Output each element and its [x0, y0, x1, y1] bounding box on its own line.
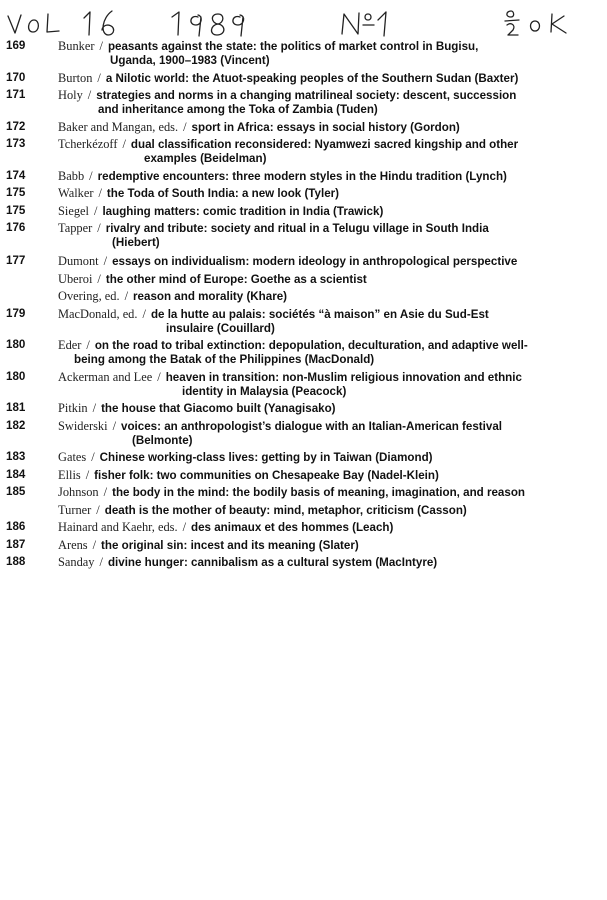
volume-number: 188 [6, 555, 26, 568]
volume-number: 185 [6, 485, 26, 498]
entry-title: redemptive encounters: three modern styles in the Hindu tradition (Lynch) [97, 169, 507, 183]
list-item: 170 Burton / a Nilotic world: the Atuot-speaking peoples of the Southern Sudan (Baxter) [6, 70, 519, 85]
volume-number: 180 [6, 338, 26, 351]
entry-title: fisher folk: two communities on Chesapeake Bay (Nadel-Klein) [94, 468, 439, 482]
list-item: Uberoi / the other mind of Europe: Goethe as a scientist [58, 271, 367, 286]
bibliography-list [6, 39, 601, 573]
entry-title: Chinese working-class lives: getting by in Taiwan (Diamond) [99, 451, 433, 464]
volume-number: 176 [6, 221, 26, 234]
list-item: 176 Tapper / rivalry and tribute: society and ritual in a Telugu village in South India (Hiebert) [6, 221, 601, 250]
entry-author: Eder [58, 338, 82, 352]
volume-number: 180 [6, 369, 26, 383]
volume-number: 175 [6, 203, 26, 217]
volume-number: 186 [6, 520, 26, 533]
entry-author: Tcherkézoff [58, 137, 118, 151]
entry-author: Sanday [58, 555, 95, 569]
list-item: 182 Swiderski / voices: an anthropologist’s dialogue with an Italian-American festival (Belmonte) [6, 419, 601, 448]
entry-author: Burton [58, 70, 93, 85]
volume-number: 171 [6, 88, 26, 101]
entry-title: laughing matters: comic tradition in India (Trawick) [102, 204, 384, 218]
list-item: 185 Johnson / the body in the mind: the bodily basis of meaning, imagination, and reason [6, 485, 525, 499]
entry-title: reason and morality (Khare) [133, 290, 288, 303]
volume-number: 173 [6, 137, 26, 150]
list-item: 181 Pitkin / the house that Giacomo built (Yanagisako) [6, 401, 336, 415]
entry-author: Overing, ed. [58, 289, 120, 303]
volume-number: 184 [6, 467, 26, 481]
volume-number: 179 [6, 306, 26, 320]
handwritten-annotation [0, 6, 607, 40]
entry-title: the house that Giacomo built (Yanagisako) [101, 402, 336, 415]
list-item: 183 Gates / Chinese working-class lives: getting by in Taiwan (Diamond) [6, 450, 433, 464]
entry-author: Bunker [58, 39, 95, 53]
entry-title-continuation: examples (Beidelman) [144, 152, 267, 165]
list-item: 186 Hainard and Kaehr, eds. / des animaux et des hommes (Leach) [6, 520, 394, 534]
entry-title: rivalry and tribute: society and ritual in a Telugu village in South India [105, 222, 489, 235]
entry-title: the body in the mind: the bodily basis of meaning, imagination, and reason [112, 486, 525, 499]
entry-author: Hainard and Kaehr, eds. [58, 520, 178, 534]
list-item: 171 Holy / strategies and norms in a changing matrilineal society: descent, succession and inheritance among the Toka of Zambia (Tuden) [6, 88, 601, 117]
entry-author: Arens [58, 537, 88, 552]
entry-title: essays on individualism: modern ideology in anthropological perspective [112, 255, 518, 268]
volume-number: 174 [6, 168, 26, 182]
volume-number: 175 [6, 186, 26, 199]
entry-title-continuation: being among the Batak of the Philippines (MacDonald) [74, 353, 375, 366]
entry-title-continuation: Uganda, 1900–1983 (Vincent) [110, 54, 270, 67]
list-item: 169 Bunker / peasants against the state: the politics of market control in Bugisu, Uganda, 1900–1983 (Vincent) [6, 39, 601, 68]
entry-title: dual classification reconsidered: Nyamwezi sacred kingship and other [130, 138, 519, 151]
entry-title-continuation: insulaire (Couillard) [166, 321, 275, 335]
volume-number: 181 [6, 401, 26, 414]
list-item: Turner / death is the mother of beauty: mind, metaphor, criticism (Casson) [58, 502, 467, 517]
entry-author: Siegel [58, 203, 89, 218]
list-item: 177 Dumont / essays on individualism: modern ideology in anthropological perspective [6, 254, 518, 268]
entry-title: the Toda of South India: a new look (Tyler) [106, 187, 340, 200]
list-item: 188 Sanday / divine hunger: cannibalism as a cultural system (MacIntyre) [6, 555, 438, 569]
list-item: 173 Tcherkézoff / dual classification reconsidered: Nyamwezi sacred kingship and other examples (Beidelman) [6, 137, 601, 166]
volume-number: 177 [6, 254, 26, 267]
list-item: 174 Babb / redemptive encounters: three modern styles in the Hindu tradition (Lynch) [6, 168, 507, 183]
entry-author: Holy [58, 88, 83, 102]
entry-title-continuation: (Hiebert) [112, 236, 160, 249]
entry-title: voices: an anthropologist’s dialogue with an Italian-American festival [121, 419, 502, 433]
volume-number: 187 [6, 537, 26, 551]
entry-author: Dumont [58, 254, 99, 268]
entry-author: Uberoi [58, 271, 93, 286]
entry-author: MacDonald, ed. [58, 306, 138, 321]
entry-author: Gates [58, 450, 87, 464]
entry-author: Ellis [58, 467, 81, 482]
entry-title: the other mind of Europe: Goethe as a scientist [105, 272, 367, 286]
volume-number: 170 [6, 70, 26, 84]
entry-title: strategies and norms in a changing matrilineal society: descent, succession [96, 89, 517, 102]
list-item: 175 Walker / the Toda of South India: a new look (Tyler) [6, 186, 340, 200]
entry-author: Ackerman and Lee [58, 369, 153, 384]
entry-author: Walker [58, 186, 94, 200]
list-item: 172 Baker and Mangan, eds. / sport in Africa: essays in social history (Gordon) [6, 119, 460, 134]
list-item: 187 Arens / the original sin: incest and its meaning (Slater) [6, 537, 359, 552]
entry-title: a Nilotic world: the Atuot-speaking peoples of the Southern Sudan (Baxter) [105, 71, 519, 85]
list-item: 184 Ellis / fisher folk: two communities on Chesapeake Bay (Nadel-Klein) [6, 467, 439, 482]
entry-title: death is the mother of beauty: mind, metaphor, criticism (Casson) [104, 503, 467, 517]
entry-author: Swiderski [58, 418, 108, 433]
entry-title-continuation: (Belmonte) [132, 433, 193, 447]
list-item: 175 Siegel / laughing matters: comic tradition in India (Trawick) [6, 203, 384, 218]
entry-title-continuation: identity in Malaysia (Peacock) [182, 384, 347, 398]
entry-author: Tapper [58, 221, 93, 235]
volume-number: 169 [6, 39, 26, 52]
list-item: Overing, ed. / reason and morality (Khare) [58, 289, 288, 303]
entry-title: de la hutte au palais: sociétés “à maison” en Asie du Sud-Est [150, 307, 489, 321]
handwritten-note-drawing [0, 6, 607, 40]
entry-title: divine hunger: cannibalism as a cultural system (MacIntyre) [107, 556, 438, 569]
list-item: 180 Eder / on the road to tribal extinction: depopulation, deculturation, and adaptive well- being among the Batak of the Philippines (MacDonald) [6, 338, 601, 367]
entry-author: Pitkin [58, 401, 88, 415]
list-item: 180 Ackerman and Lee / heaven in transition: non-Muslim religious innovation and ethnic identity in Malaysia (Peacock) [6, 370, 601, 399]
list-item: 179 MacDonald, ed. / de la hutte au palais: sociétés “à maison” en Asie du Sud-Est insulaire (Couillard) [6, 307, 601, 336]
entry-title: peasants against the state: the politics of market control in Bugisu, [107, 40, 479, 53]
entry-author: Baker and Mangan, eds. [58, 119, 179, 134]
entry-title: heaven in transition: non-Muslim religious innovation and ethnic [165, 370, 522, 384]
entry-title: the original sin: incest and its meaning (Slater) [101, 538, 359, 552]
volume-number: 183 [6, 450, 26, 463]
entry-title-continuation: and inheritance among the Toka of Zambia (Tuden) [98, 103, 378, 116]
volume-number: 172 [6, 119, 26, 133]
entry-author: Babb [58, 168, 85, 183]
entry-title: on the road to tribal extinction: depopulation, deculturation, and adaptive well- [94, 339, 528, 352]
entry-title: sport in Africa: essays in social history (Gordon) [191, 120, 460, 134]
entry-title: des animaux et des hommes (Leach) [191, 521, 394, 534]
entry-author: Turner [58, 502, 92, 517]
volume-number: 182 [6, 418, 26, 432]
entry-author: Johnson [58, 485, 99, 499]
